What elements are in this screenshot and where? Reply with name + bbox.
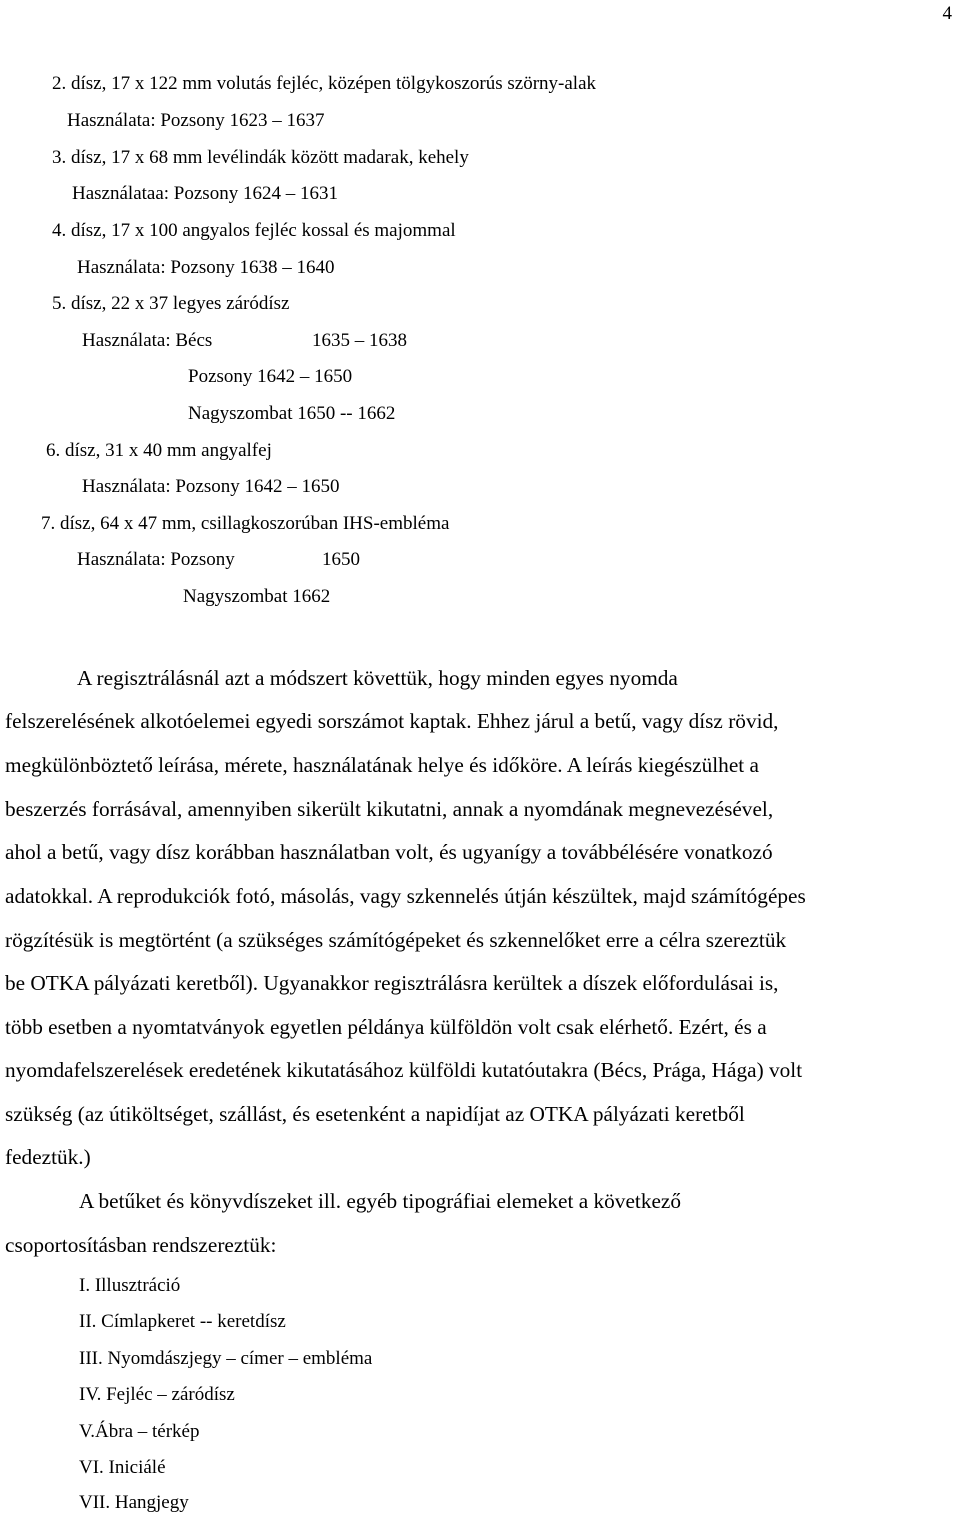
ornament-item-7-usage-line: Nagyszombat 1662 [183, 586, 331, 607]
ornament-item-7-usage-years: 1650 [322, 549, 360, 570]
ornament-item-5-title: 5. dísz, 22 x 37 legyes záródísz [52, 293, 290, 314]
ornament-item-5-usage-line: Nagyszombat 1650 -- 1662 [188, 403, 396, 424]
ornament-item-5-usage-years: 1635 – 1638 [312, 330, 407, 351]
ornament-item-2-title: 2. dísz, 17 x 122 mm volutás fejléc, középen tölgykoszorús szörny-alak [52, 73, 597, 94]
ornament-item-5-usage-line: Pozsony 1642 – 1650 [188, 366, 353, 387]
classification-item: V.Ábra – térkép [79, 1421, 200, 1442]
paragraph-line: megkülönböztető leírása, mérete, használatának helye és időköre. A leírás kiegészülhet a [5, 753, 759, 777]
paragraph-line: csoportosításban rendszereztük: [5, 1233, 277, 1257]
ornament-item-5-usage: Használata: Bécs [82, 330, 213, 351]
paragraph-line: fedeztük.) [5, 1145, 91, 1169]
paragraph-line: beszerzés forrásával, amennyiben sikerült kikutatni, annak a nyomdának megnevezésével, [5, 797, 774, 821]
page-number: 4 [942, 3, 952, 24]
ornament-item-6-title: 6. dísz, 31 x 40 mm angyalfej [46, 440, 272, 461]
ornament-item-3-usage: Használataa: Pozsony 1624 – 1631 [72, 183, 338, 204]
ornament-item-2-usage: Használata: Pozsony 1623 – 1637 [67, 110, 325, 131]
paragraph-line: A regisztrálásnál azt a módszert követtük, hogy minden egyes nyomda [77, 666, 678, 690]
paragraph-line: ahol a betű, vagy dísz korábban használatban volt, és ugyanígy a továbbélésére vonatkozó [5, 840, 773, 864]
paragraph-line: több esetben a nyomtatványok egyetlen példánya külföldön volt csak elérhető. Ezért, és a [5, 1015, 767, 1039]
ornament-item-3-title: 3. dísz, 17 x 68 mm levélindák között madarak, kehely [52, 147, 469, 168]
paragraph-line: adatokkal. A reprodukciók fotó, másolás, vagy szkennelés útján készültek, majd számítógépes [5, 884, 806, 908]
paragraph-line: nyomdafelszerelések eredetének kikutatásához külföldi kutatóutakra (Bécs, Prága, Hága) volt [5, 1058, 803, 1082]
classification-item: IV. Fejléc – záródísz [79, 1384, 235, 1405]
classification-item: II. Címlapkeret -- keretdísz [79, 1311, 286, 1332]
ornament-item-7-title: 7. dísz, 64 x 47 mm, csillagkoszorúban IHS-embléma [41, 513, 450, 534]
classification-item: III. Nyomdászjegy – címer – embléma [79, 1348, 373, 1369]
ornament-item-4-usage: Használata: Pozsony 1638 – 1640 [77, 257, 335, 278]
paragraph-line: rögzítésük is megtörtént (a szükséges számítógépeket és szkennelőket erre a célra szereztük [5, 928, 787, 952]
paragraph-line: be OTKA pályázati keretből). Ugyanakkor regisztrálásra kerültek a díszek előfordulásai is, [5, 971, 779, 995]
ornament-item-7-usage: Használata: Pozsony [77, 549, 235, 570]
ornament-item-6-usage: Használata: Pozsony 1642 – 1650 [82, 476, 340, 497]
paragraph-line: A betűket és könyvdíszeket ill. egyéb tipográfiai elemeket a következő [79, 1189, 682, 1213]
classification-item: I. Illusztráció [79, 1275, 181, 1296]
paragraph-line: felszerelésének alkotóelemei egyedi sorszámot kaptak. Ehhez járul a betű, vagy dísz rövid, [5, 709, 779, 733]
ornament-item-4-title: 4. dísz, 17 x 100 angyalos fejléc kossal és majommal [52, 220, 456, 241]
paragraph-line: szükség (az útiköltséget, szállást, és esetenként a napidíjat az OTKA pályázati keretből [5, 1102, 745, 1126]
classification-item: VII. Hangjegy [79, 1492, 189, 1513]
classification-item: VI. Iniciálé [79, 1457, 166, 1478]
